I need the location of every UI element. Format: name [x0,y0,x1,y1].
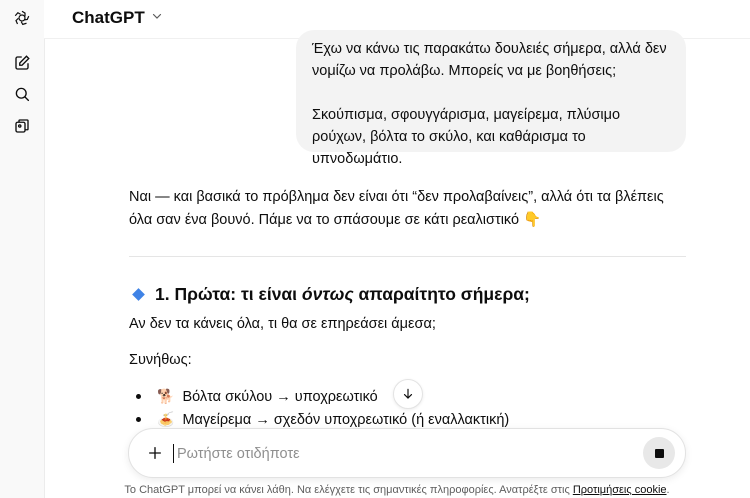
plus-icon [147,445,163,461]
arrow-down-icon [401,387,415,401]
sidebar [0,0,45,498]
disclaimer-text: Το ChatGPT μπορεί να κάνει λάθη. Να ελέγχετε τις σημαντικές πληροφορίες. Ανατρέξτε στις [124,484,573,496]
list-item [136,411,509,428]
user-message-paragraph: Σκούπισμα, σφουγγάρισμα, μαγείρεμα, πλύσιμο ρούχων, βόλτα το σκύλο, και καθάρισμα το υπνοδωμάτιο. [312,107,621,167]
search-icon[interactable] [11,83,33,105]
question-text: Αν δεν τα κάνεις όλα, τι θα σε επηρεάσει άμεσα; [129,316,436,332]
section-heading [134,284,530,305]
openai-logo-icon[interactable] [11,7,33,29]
assistant-intro: Ναι — και βασικά το πρόβλημα δεν είναι ότι “δεν προλαβαίνεις”, αλλά ότι τα βλέπεις όλα σαν ένα βουνό. Πάμε να το σπάσουμε σε κάτι ρεαλιστικό 👇 [129,189,664,228]
voice-mode-button[interactable] [643,437,675,469]
spaghetti-icon: 🍝 [157,411,175,427]
list-item-text: Βόλτα σκύλου → υποχρεωτικό [182,388,378,405]
new-chat-icon[interactable] [11,52,33,74]
model-switcher[interactable] [72,8,163,28]
plus-button[interactable] [143,441,167,465]
usually-label: Συνήθως: [129,352,192,368]
disclaimer [0,484,750,496]
stop-icon [655,449,664,458]
model-name: ChatGPT [72,8,145,27]
text-caret [173,444,174,463]
cookie-preferences-link[interactable]: Προτιμήσεις cookie [572,484,667,496]
divider [129,256,686,257]
chevron-down-icon [151,9,163,27]
list-item-text: Μαγείρεμα → σχεδόν υποχρεωτικό (ή εναλλακτική) [182,411,510,428]
blue-diamond-icon [132,288,145,301]
disclaimer-end: . [666,484,670,496]
list-item [136,388,378,405]
dog-icon: 🐕 [157,388,175,404]
scroll-to-bottom-button[interactable] [393,379,423,409]
bullet [136,394,141,399]
library-icon[interactable] [11,115,33,137]
composer [128,428,686,478]
bullet [136,417,141,422]
user-message [296,30,686,167]
user-message-paragraph: Έχω να κάνω τις παρακάτω δουλειές σήμερα, αλλά δεν νομίζω να προλάβω. Μπορείς να με βοηθήσεις; [312,41,667,79]
prompt-input[interactable] [175,439,579,469]
heading-text: 1. Πρώτα: τι είναι όντως απαραίτητο σήμερα; [155,284,530,304]
